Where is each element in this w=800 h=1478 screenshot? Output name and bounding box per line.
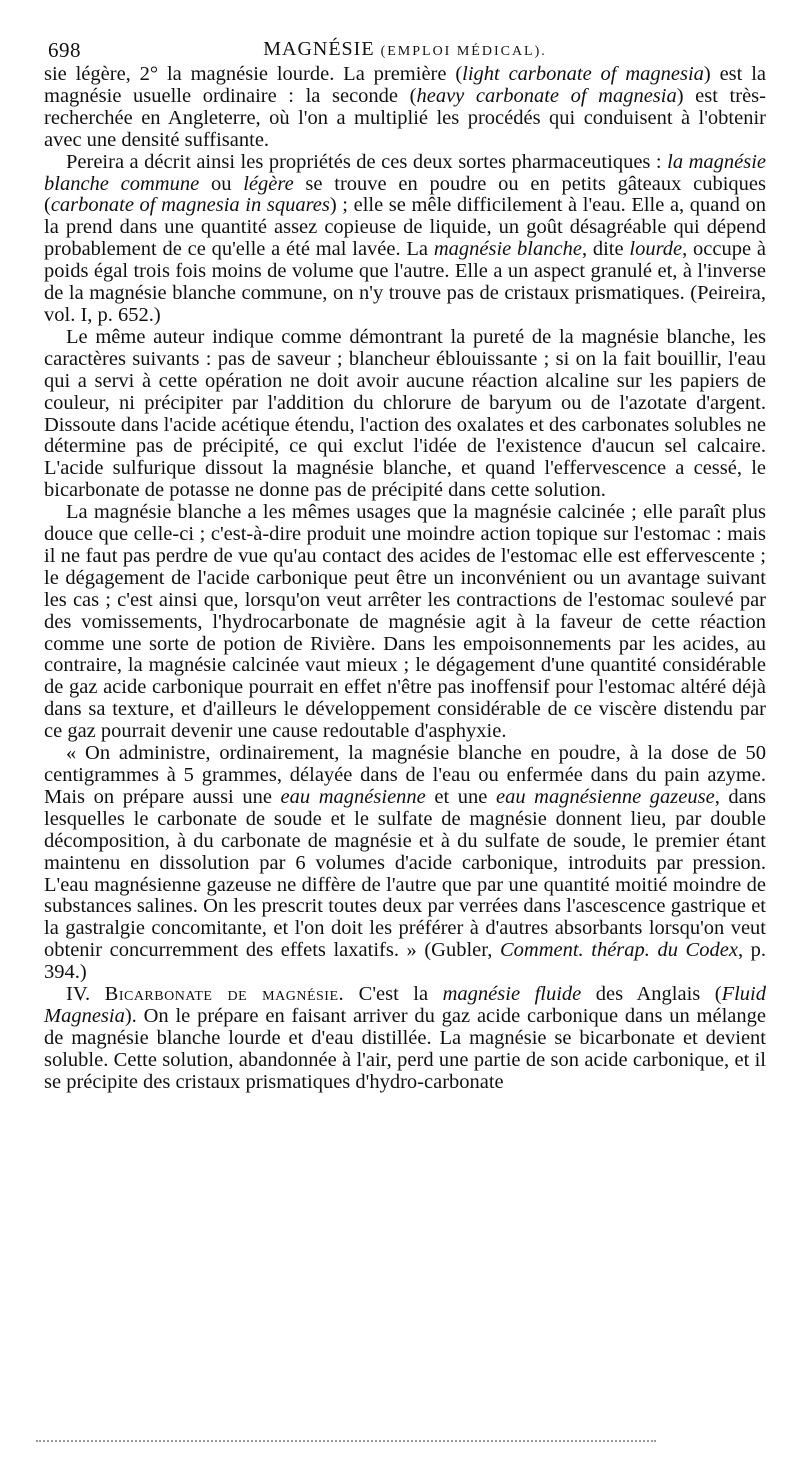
text-run: Pereira a décrit ainsi les propriétés de ces deux sortes pharmaceutiques : — [66, 150, 668, 173]
paragraph-usage: La magnésie blanche a les mêmes usages que la magnésie calcinée ; elle paraît plus douce que celle-ci ; c'est-à-dire produit une moindre action topique sur l'estomac : mais il ne faut pas perdre de vue qu'au contact des acides de l'estomac elle est effervescente ; le dégagement de l'acide carbonique peut être un inconvénient ou un avantage suivant les cas ; c'est ainsi que, lorsqu'on veut arrêter les contractions de l'estomac soulevé par des vomissements, l'hydrocarbonate de magnésie agit à la faveur de cette réaction comme une sorte de potion de Rivière. Dans les empoisonnements par les acides, au contraire, la magnésie calcinée vaut mieux ; le dégagement d'une quantité considérable de gaz acide carbonique pourrait en effet n'être pas inoffensif pour l'estomac altéré déjà dans sa texture, et d'ailleurs le développement considérable de ce viscère distendu par ce gaz pourrait devenir une cause redoutable d'asphyxie. — [44, 501, 766, 743]
text-run: , p. 394.) — [44, 939, 767, 984]
paragraph-continuation — [44, 64, 766, 152]
text-run: et une — [425, 785, 496, 808]
text-run: , dans lesquelles le carbonate de soude et le sulfate de magnésie donnent lieu, par double décomposition, à du carbonate de magnésie et à du sulfate de soude, le premier étant maintenu en dissolution par 6 volumes d'acide carbonique, introduits par pression. L'eau magnésienne gazeuse ne diffère de l'autre que par une quantité moitié moindre de substances salines. On les prescrit toutes deux par verrées dans l'ascescence gastrique et la gastralgie concomitante, et l'on doit les préférer à d'autres absorbants lorsqu'on veut obtenir concurremment des effets laxatifs. » (Gubler, — [44, 785, 767, 962]
text-run: sie légère, 2° la magnésie lourde. La première ( — [44, 63, 463, 85]
italic-term: lourde — [629, 238, 683, 261]
italic-term: Comment. thérap. du Codex — [499, 939, 738, 962]
running-head-title: MAGNÉSIE — [263, 38, 375, 60]
page-header — [44, 28, 766, 64]
text-run: des Anglais ( — [581, 983, 722, 1006]
text-run: « On administre, ordinairement, la magnésie blanche en poudre, à la dose de 50 centigrammes à 5 grammes, délayée dans de l'eau ou enfermée dans du pain azyme. Mais on prépare aussi une — [44, 742, 766, 808]
section-heading: Bicarbonate de magnésie. — [104, 983, 345, 1006]
italic-term: la magnésie blanche commune — [44, 150, 767, 195]
italic-term: magnésie blanche — [433, 238, 582, 261]
footer-dotted-rule — [36, 1440, 656, 1442]
body-text — [44, 64, 766, 1094]
paragraph-pereira — [44, 152, 766, 327]
italic-term: light carbonate of magnesia — [462, 63, 704, 85]
italic-term: eau magnésienne gazeuse — [495, 785, 715, 808]
text-run: ). On le prépare en faisant arriver du gaz acide carbonique dans un mélange de magnésie blanche lourde et d'eau distillée. La magnésie se bicarbonate et devient soluble. Cette solution, abandonnée à l'air, perd une partie de son acide carbonique, et il se précipite des cristaux prismatiques d'hydro-carbonate — [44, 1004, 766, 1093]
italic-term: eau magnésienne — [280, 785, 426, 808]
page-number: 698 — [48, 38, 81, 62]
text-run: , dite — [581, 238, 630, 261]
section-numeral: IV. — [66, 983, 105, 1006]
italic-term: Fluid Magnesia — [44, 983, 767, 1027]
text-run: ) est la magnésie usuelle ordinaire : la seconde ( — [44, 63, 766, 107]
italic-term: carbonate of magnesia in squares — [50, 194, 330, 217]
paragraph-section-iv — [44, 984, 766, 1094]
text-run: C'est la — [344, 983, 443, 1006]
text-run: ) est très-recherchée en Angleterre, où l'on a multiplié les procédés qui conduisent à l'obtenir avec une densité suffisante. — [44, 84, 766, 151]
text-run: , occupe à poids égal trois fois moins de volume que l'autre. Elle a un aspect granulé et, à l'inverse de la magnésie blanche commune, on n'y trouve pas de cristaux prismatiques. (Peireira, vol. I, p. 652.) — [44, 238, 766, 326]
running-head-subtitle: (EMPLOI MÉDICAL). — [380, 44, 547, 59]
text-run: ) ; elle se mêle difficilement à l'eau. Elle a, quand on la prend dans une quantité assez copieuse de liquide, un goût désagréable qui dépend probablement de ce qu'elle a été mal lavée. La — [44, 194, 766, 261]
text-run: ou — [199, 172, 244, 195]
document-page — [44, 28, 766, 1094]
italic-term: heavy carbonate of magnesia — [416, 84, 677, 107]
italic-term: légère — [243, 172, 294, 195]
running-head — [44, 38, 766, 61]
text-run: se trouve en poudre ou en petits gâteaux cubiques ( — [44, 172, 766, 217]
paragraph-purity: Le même auteur indique comme démontrant la pureté de la magnésie blanche, les caractères suivants : pas de saveur ; blancheur éblouissante ; si on la fait bouillir, l'eau qui a servi à cette opération ne doit avoir aucune réaction alcaline sur les papiers de couleur, ni précipiter par l'addition du chlorure de baryum ou de l'azotate d'argent. Dissoute dans l'acide acétique étendu, l'action des oxalates et des carbonates solubles ne détermine pas de précipité, ce qui exclut l'idée de l'existence d'aucun sel calcaire. L'acide sulfurique dissout la magnésie blanche, et quand l'effervescence a cessé, le bicarbonate de potasse ne donne pas de précipité dans cette solution. — [44, 325, 766, 502]
italic-term: magnésie fluide — [442, 983, 582, 1006]
paragraph-quotation — [44, 743, 766, 984]
